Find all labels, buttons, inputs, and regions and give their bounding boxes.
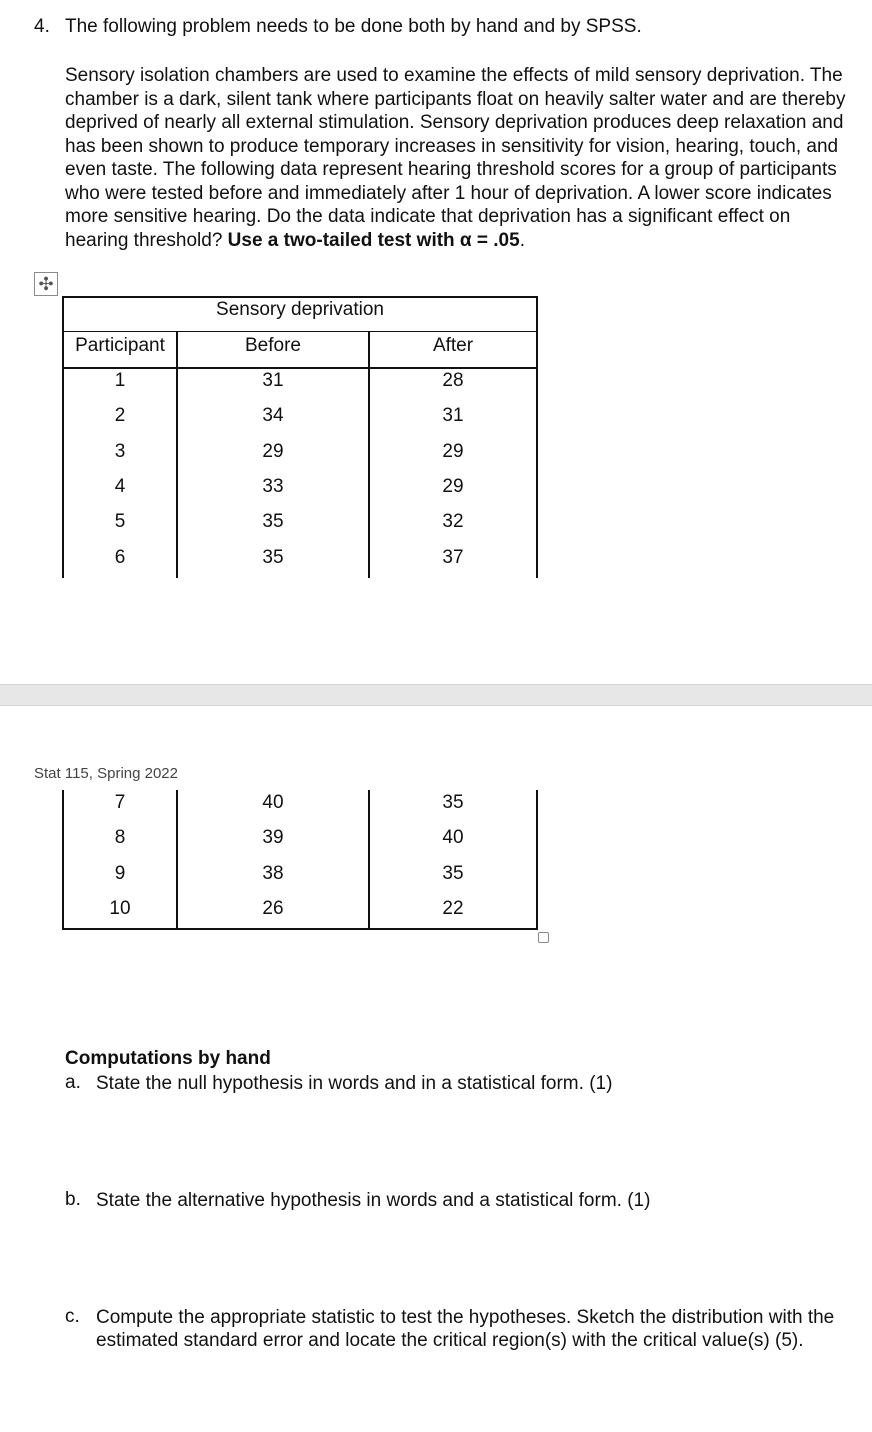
item-c-text: Compute the appropriate statistic to test the hypotheses. Sketch the distribution with the estimated standard error and locate the critical region(s) with the critical value(s) (5). <box>96 1307 835 1351</box>
before-cell: 31 <box>262 370 284 391</box>
participant-cell: 8 <box>114 827 126 849</box>
table-border-right <box>536 296 538 578</box>
column-header-participant: Participant <box>75 335 165 356</box>
participant-cell: 3 <box>114 440 126 462</box>
participant-cell: 4 <box>114 475 126 497</box>
after-cell: 28 <box>442 370 464 391</box>
participant-cell: 1 <box>114 370 126 391</box>
problem-end: . <box>519 229 525 251</box>
after-cell: 37 <box>442 546 464 568</box>
computations-heading: Computations by hand <box>65 1048 271 1069</box>
before-cell: 39 <box>262 827 284 849</box>
after-cell: 29 <box>442 475 464 497</box>
problem-instruction: Use a two-tailed test with α = .05 <box>227 229 520 251</box>
item-b-letter: b. <box>65 1189 81 1210</box>
problem-paragraph <box>65 64 855 252</box>
item-a-letter: a. <box>65 1072 81 1093</box>
item-c-letter: c. <box>65 1306 80 1327</box>
move-icon[interactable]: ✣ <box>34 272 58 296</box>
column-header-after: After <box>432 335 474 356</box>
before-cell: 34 <box>262 405 284 427</box>
table-group-header: Sensory deprivation <box>216 299 384 320</box>
page-footer: Stat 115, Spring 2022 <box>34 765 178 782</box>
question-text: The following problem needs to be done both by hand and by SPSS. <box>65 16 642 37</box>
table-border-bottom <box>62 928 538 930</box>
before-cell: 35 <box>262 511 284 533</box>
table-border-right <box>536 790 538 930</box>
problem-text: Sensory isolation chambers are used to examine the effects of mild sensory deprivation. The chamber is a dark, silent tank where participants float on heavily salter water and are thereby deprived of nearly all external stimulation. Sensory deprivation produces deep relaxation and has been shown to produce temporary increases in sensitivity for vision, hearing, touch, and even taste. The following data represent hearing threshold scores for a group of participants who were tested before and immediately after 1 hour of deprivation. A lower score indicates more sensitive hearing. Do the data indicate that deprivation has a significant effect on hearing threshold? <box>65 65 846 251</box>
before-cell: 33 <box>262 475 284 497</box>
after-cell: 29 <box>442 440 464 462</box>
after-cell: 35 <box>442 862 464 884</box>
participant-cell: 9 <box>114 862 126 884</box>
participant-cell: 7 <box>114 792 126 813</box>
after-cell: 35 <box>442 792 464 813</box>
before-cell: 29 <box>262 440 284 462</box>
after-cell: 40 <box>442 827 464 849</box>
question-number: 4. <box>34 16 50 37</box>
before-cell: 38 <box>262 862 284 884</box>
participant-cell: 6 <box>114 546 126 568</box>
table-border <box>62 331 538 332</box>
participant-cell: 2 <box>114 405 126 427</box>
after-cell: 31 <box>442 405 464 427</box>
page-break <box>0 684 872 706</box>
before-cell: 35 <box>262 546 284 568</box>
participant-cell: 10 <box>109 897 131 919</box>
before-cell: 40 <box>262 792 284 813</box>
resize-handle-icon[interactable] <box>538 932 549 943</box>
participant-cell: 5 <box>114 511 126 533</box>
before-cell: 26 <box>262 897 284 919</box>
item-b-text: State the alternative hypothesis in words and a statistical form. (1) <box>96 1190 651 1211</box>
after-cell: 22 <box>442 897 464 919</box>
column-header-before: Before <box>245 335 301 356</box>
after-cell: 32 <box>442 511 464 533</box>
item-a-text: State the null hypothesis in words and in a statistical form. (1) <box>96 1073 613 1094</box>
